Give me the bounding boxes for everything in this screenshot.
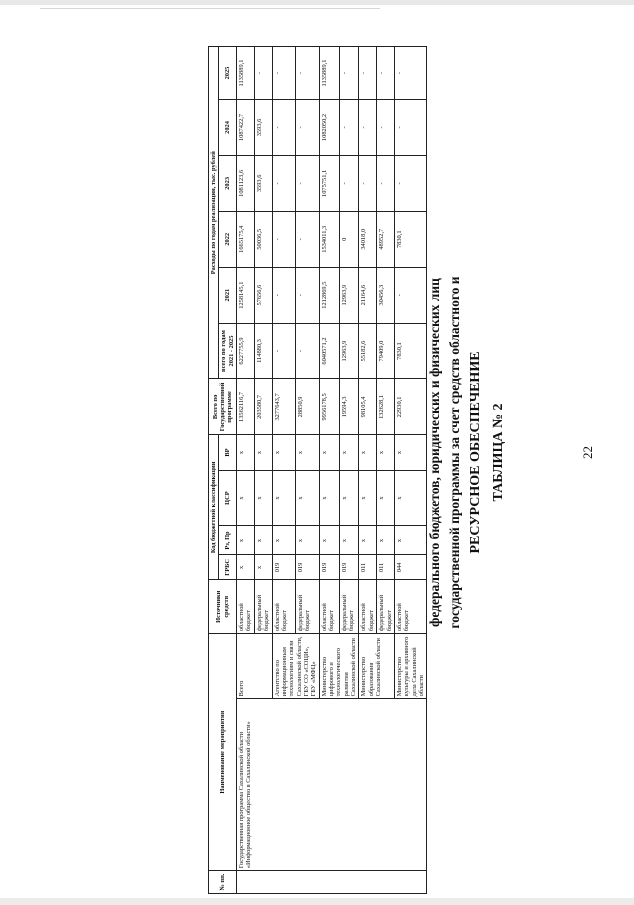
cell-source: федеральный бюджет xyxy=(377,580,395,634)
header-rzpr: Рз, Пр xyxy=(219,526,237,555)
cell-y2023: - xyxy=(272,155,296,211)
cell-y2025: 1135889,1 xyxy=(237,47,255,100)
cell-csr: x xyxy=(237,470,255,526)
cell-vr: x xyxy=(272,435,296,470)
cell-y2022: 50036,5 xyxy=(254,211,272,267)
cell-total: 22930,1 xyxy=(394,379,426,435)
cell-rzpr: x xyxy=(319,526,339,555)
cell-source: областной бюджет xyxy=(272,580,296,634)
cell-source: федеральный бюджет xyxy=(254,580,272,634)
cell-csr: x xyxy=(319,470,339,526)
cell-y2024: - xyxy=(359,100,377,156)
cell-executor: Министерство культуры и архивного дела Сахалинской области xyxy=(394,634,426,699)
cell-grbs: 011 xyxy=(359,555,377,580)
cell-y2021: 30456,3 xyxy=(377,267,395,323)
cell-total: 132628,1 xyxy=(377,379,395,435)
cell-y2025: - xyxy=(377,47,395,100)
cell-y2024: - xyxy=(377,100,395,156)
cell-y2023: - xyxy=(377,155,395,211)
cell-y2025: - xyxy=(254,47,272,100)
cell-rzpr: x xyxy=(272,526,296,555)
cell-y2022: 1665175,4 xyxy=(237,211,255,267)
cell-y2023: - xyxy=(394,155,426,211)
cell-y2024: - xyxy=(272,100,296,156)
cell-total: 13562116,7 xyxy=(237,379,255,435)
cell-csr: x xyxy=(254,470,272,526)
cell-executor: Министерство образования Сахалинской области xyxy=(359,634,394,699)
header-2023: 2023 xyxy=(219,155,237,211)
cell-y2025: - xyxy=(394,47,426,100)
cell-rzpr: x xyxy=(359,526,377,555)
cell-vr: x xyxy=(254,435,272,470)
header-budget-code: Код бюджетной классификации xyxy=(209,435,219,580)
cell-t: 6227755,9 xyxy=(237,323,255,379)
cell-grbs: x xyxy=(254,555,272,580)
cell-grbs: 019 xyxy=(339,555,359,580)
cell-csr: x xyxy=(296,470,320,526)
cell-t: 7830,1 xyxy=(394,323,426,379)
page-number: 22 xyxy=(580,446,595,459)
cell-source: федеральный бюджет xyxy=(296,580,320,634)
cell-grbs: 019 xyxy=(296,555,320,580)
cell-t: 55182,6 xyxy=(359,323,377,379)
cell-csr: x xyxy=(359,470,377,526)
header-csr: ЦСР xyxy=(219,470,237,526)
document-subtitle-line-1: государственной программы за счет средств областного и xyxy=(447,276,462,629)
cell-y2025: - xyxy=(339,47,359,100)
cell-y2022: 0 xyxy=(339,211,359,267)
cell-t: 114880,3 xyxy=(254,323,272,379)
cell-vr: x xyxy=(359,435,377,470)
cell-csr: x xyxy=(377,470,395,526)
cell-total: 203580,7 xyxy=(254,379,272,435)
cell-csr: x xyxy=(394,470,426,526)
header-2025: 2025 xyxy=(219,47,237,100)
cell-y2021: 21164,6 xyxy=(359,267,377,323)
cell-y2025: 1135889,1 xyxy=(319,47,339,100)
header-total-years: всего по годам 2021 - 2025 xyxy=(219,323,237,379)
cell-y2022: - xyxy=(272,211,296,267)
cell-t: 79409,0 xyxy=(377,323,395,379)
cell-grbs: 019 xyxy=(272,555,296,580)
cell-num xyxy=(237,871,427,894)
cell-y2021: - xyxy=(272,267,296,323)
table-row xyxy=(237,47,255,894)
cell-y2022: 1534011,3 xyxy=(319,211,339,267)
cell-y2021: - xyxy=(394,267,426,323)
cell-rzpr: x xyxy=(254,526,272,555)
cell-rzpr: x xyxy=(394,526,426,555)
cell-vr: x xyxy=(339,435,359,470)
cell-total: 19594,3 xyxy=(339,379,359,435)
cell-vr: x xyxy=(237,435,255,470)
resource-table xyxy=(208,46,427,894)
cell-vr: x xyxy=(319,435,339,470)
header-expenses: Расходы по годам реализации, тыс. рублей xyxy=(209,47,219,379)
cell-total: 9956178,5 xyxy=(319,379,339,435)
cell-y2022: 48952,7 xyxy=(377,211,395,267)
cell-y2021: 1212869,5 xyxy=(319,267,339,323)
document-subtitle-line-2: федерального бюджетов, юридических и физических лиц xyxy=(427,278,442,627)
cell-grbs: x xyxy=(237,555,255,580)
cell-y2024: 3593,6 xyxy=(254,100,272,156)
document-title: РЕСУРСНОЕ ОБЕСПЕЧЕНИЕ xyxy=(468,351,483,554)
cell-total: 98105,4 xyxy=(359,379,377,435)
cell-y2024: - xyxy=(339,100,359,156)
cell-rzpr: x xyxy=(237,526,255,555)
cell-y2024: - xyxy=(394,100,426,156)
cell-y2021: - xyxy=(296,267,320,323)
cell-executor: Министерство цифрового и технологического развития Сахалинской области xyxy=(319,634,359,699)
cell-y2022: - xyxy=(296,211,320,267)
header-2022: 2022 xyxy=(219,211,237,267)
header-num: № пп. xyxy=(209,871,237,894)
header-source: Источники средств xyxy=(209,580,237,634)
cell-total: 3277643,7 xyxy=(272,379,296,435)
cell-y2021: 1258145,1 xyxy=(237,267,255,323)
cell-y2021: 12963,9 xyxy=(339,267,359,323)
cell-y2023: 1081123,6 xyxy=(237,155,255,211)
cell-y2023: 1075751,1 xyxy=(319,155,339,211)
cell-y2025: - xyxy=(296,47,320,100)
cell-y2025: - xyxy=(359,47,377,100)
header-2024: 2024 xyxy=(219,100,237,156)
cell-t: 12963,9 xyxy=(339,323,359,379)
cell-rzpr: x xyxy=(377,526,395,555)
cell-grbs: 011 xyxy=(377,555,395,580)
cell-source: федеральный бюджет xyxy=(339,580,359,634)
cell-y2023: - xyxy=(359,155,377,211)
header-2021: 2021 xyxy=(219,267,237,323)
header-total-program: Всего по Государственной программе xyxy=(209,379,237,435)
cell-executor: Всего xyxy=(237,634,272,699)
cell-y2022: 34018,0 xyxy=(359,211,377,267)
cell-t: - xyxy=(296,323,320,379)
cell-activity-name: Государственная программа Сахалинской области «Информационное общество в Сахалинской области» xyxy=(237,699,427,871)
header-vr: ВР xyxy=(219,435,237,470)
cell-vr: x xyxy=(296,435,320,470)
cell-csr: x xyxy=(339,470,359,526)
cell-rzpr: x xyxy=(296,526,320,555)
cell-y2024: 1087422,7 xyxy=(237,100,255,156)
cell-source: областной бюджет xyxy=(359,580,377,634)
cell-t: 6040571,2 xyxy=(319,323,339,379)
header-grbs: ГРБС xyxy=(219,555,237,580)
cell-y2021: 57656,6 xyxy=(254,267,272,323)
cell-y2025: - xyxy=(272,47,296,100)
table-body xyxy=(237,47,427,894)
cell-y2023: 3593,6 xyxy=(254,155,272,211)
cell-grbs: 019 xyxy=(319,555,339,580)
cell-vr: x xyxy=(394,435,426,470)
header-name: Наименование мероприятия xyxy=(209,634,237,871)
cell-source: областной бюджет xyxy=(394,580,426,634)
cell-t: - xyxy=(272,323,296,379)
cell-y2023: - xyxy=(339,155,359,211)
cell-executor: Агентство по информационным технологиям и связи Сахалинской области, ГБУ СО «СОЦИ», ГБУ «МФЦ» xyxy=(272,634,319,699)
cell-y2023: - xyxy=(296,155,320,211)
cell-y2024: 1082050,2 xyxy=(319,100,339,156)
cell-vr: x xyxy=(377,435,395,470)
table-number-heading: ТАБЛИЦА № 2 xyxy=(491,403,506,502)
cell-csr: x xyxy=(272,470,296,526)
cell-source: областной бюджет xyxy=(237,580,255,634)
cell-rzpr: x xyxy=(339,526,359,555)
cell-source: областной бюджет xyxy=(319,580,339,634)
cell-y2024: - xyxy=(296,100,320,156)
cell-y2022: 7830,1 xyxy=(394,211,426,267)
cell-total: 28850,9 xyxy=(296,379,320,435)
cell-grbs: 044 xyxy=(394,555,426,580)
